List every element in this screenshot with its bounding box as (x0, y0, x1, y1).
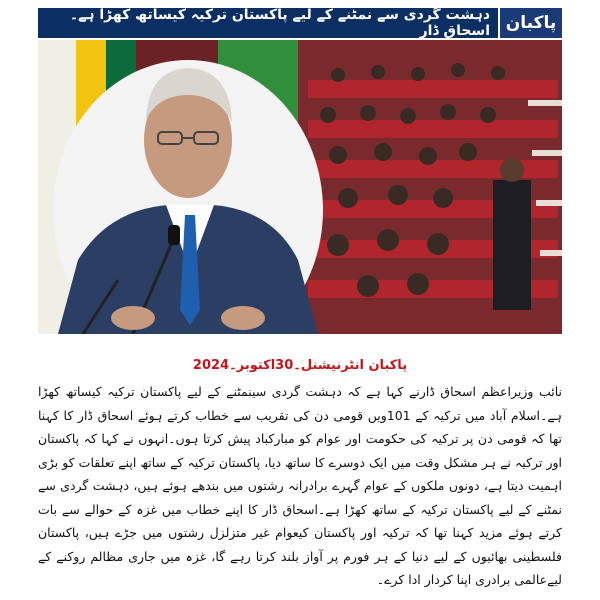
article-body: نائب وزیراعظم اسحاق ڈارنے کہا ہے کہ دہشت گردی سینمٹنے کے لیے پاکستان ترکیہ کیساتھ کھڑا ہے۔اسلام آباد میں ترکیہ کے 101ویں قومی دن کی تقریب سے خطاب کرتے ہوئے اسحاق ڈار کا کہنا تھا کہ قومی دن پر ترکیہ کی حکومت اور عوام کو مبارکباد پیش کرتا ہوں۔انہوں نے کہا کہ پاکستان اور ترکیہ نے ہر مشکل وقت میں ایک دوسرے کا ساتھ دیا، پاکستان ترکیہ کے ساتھ اپنے تعلقات کو بڑی اہمیت دیتا ہے، دونوں ملکوں کے عوام گہرے برادرانہ رشتوں میں بندھے ہوئے ہیں، دہشت گردی سے نمٹنے کے لیے پاکستان ترکیہ کے ساتھ کھڑا ہے۔اسحاق ڈار کا اپنے خطاب میں غزہ کے حوالے سے بات کرتے ہوئے مزید کہنا تھا کہ ترکیہ اور پاکستان کیعوام غیر متزلزل رشتوں میں جڑے ہیں، پاکستان فلسطینی بھائیوں کے لیے دنیا کے ہر فورم پر آواز بلند کرتا رہے گا، غزہ میں جاری مظالم روکنے کے لیےعالمی برادری اپنا کردار ادا کرے۔ (38, 384, 562, 587)
photo-illustration (38, 40, 562, 334)
brand-logo: پاکبان (500, 8, 562, 38)
dateline: پاکبان انٹرنیشنل۔30اکتوبر۔2024 (192, 358, 408, 373)
headline: دہشت گردی سے نمٹنے کے لیے پاکستان ترکیہ کیساتھ کھڑا ہے۔اسحاق ڈار (38, 8, 498, 38)
header-bar (38, 8, 562, 38)
news-photo (38, 40, 562, 334)
